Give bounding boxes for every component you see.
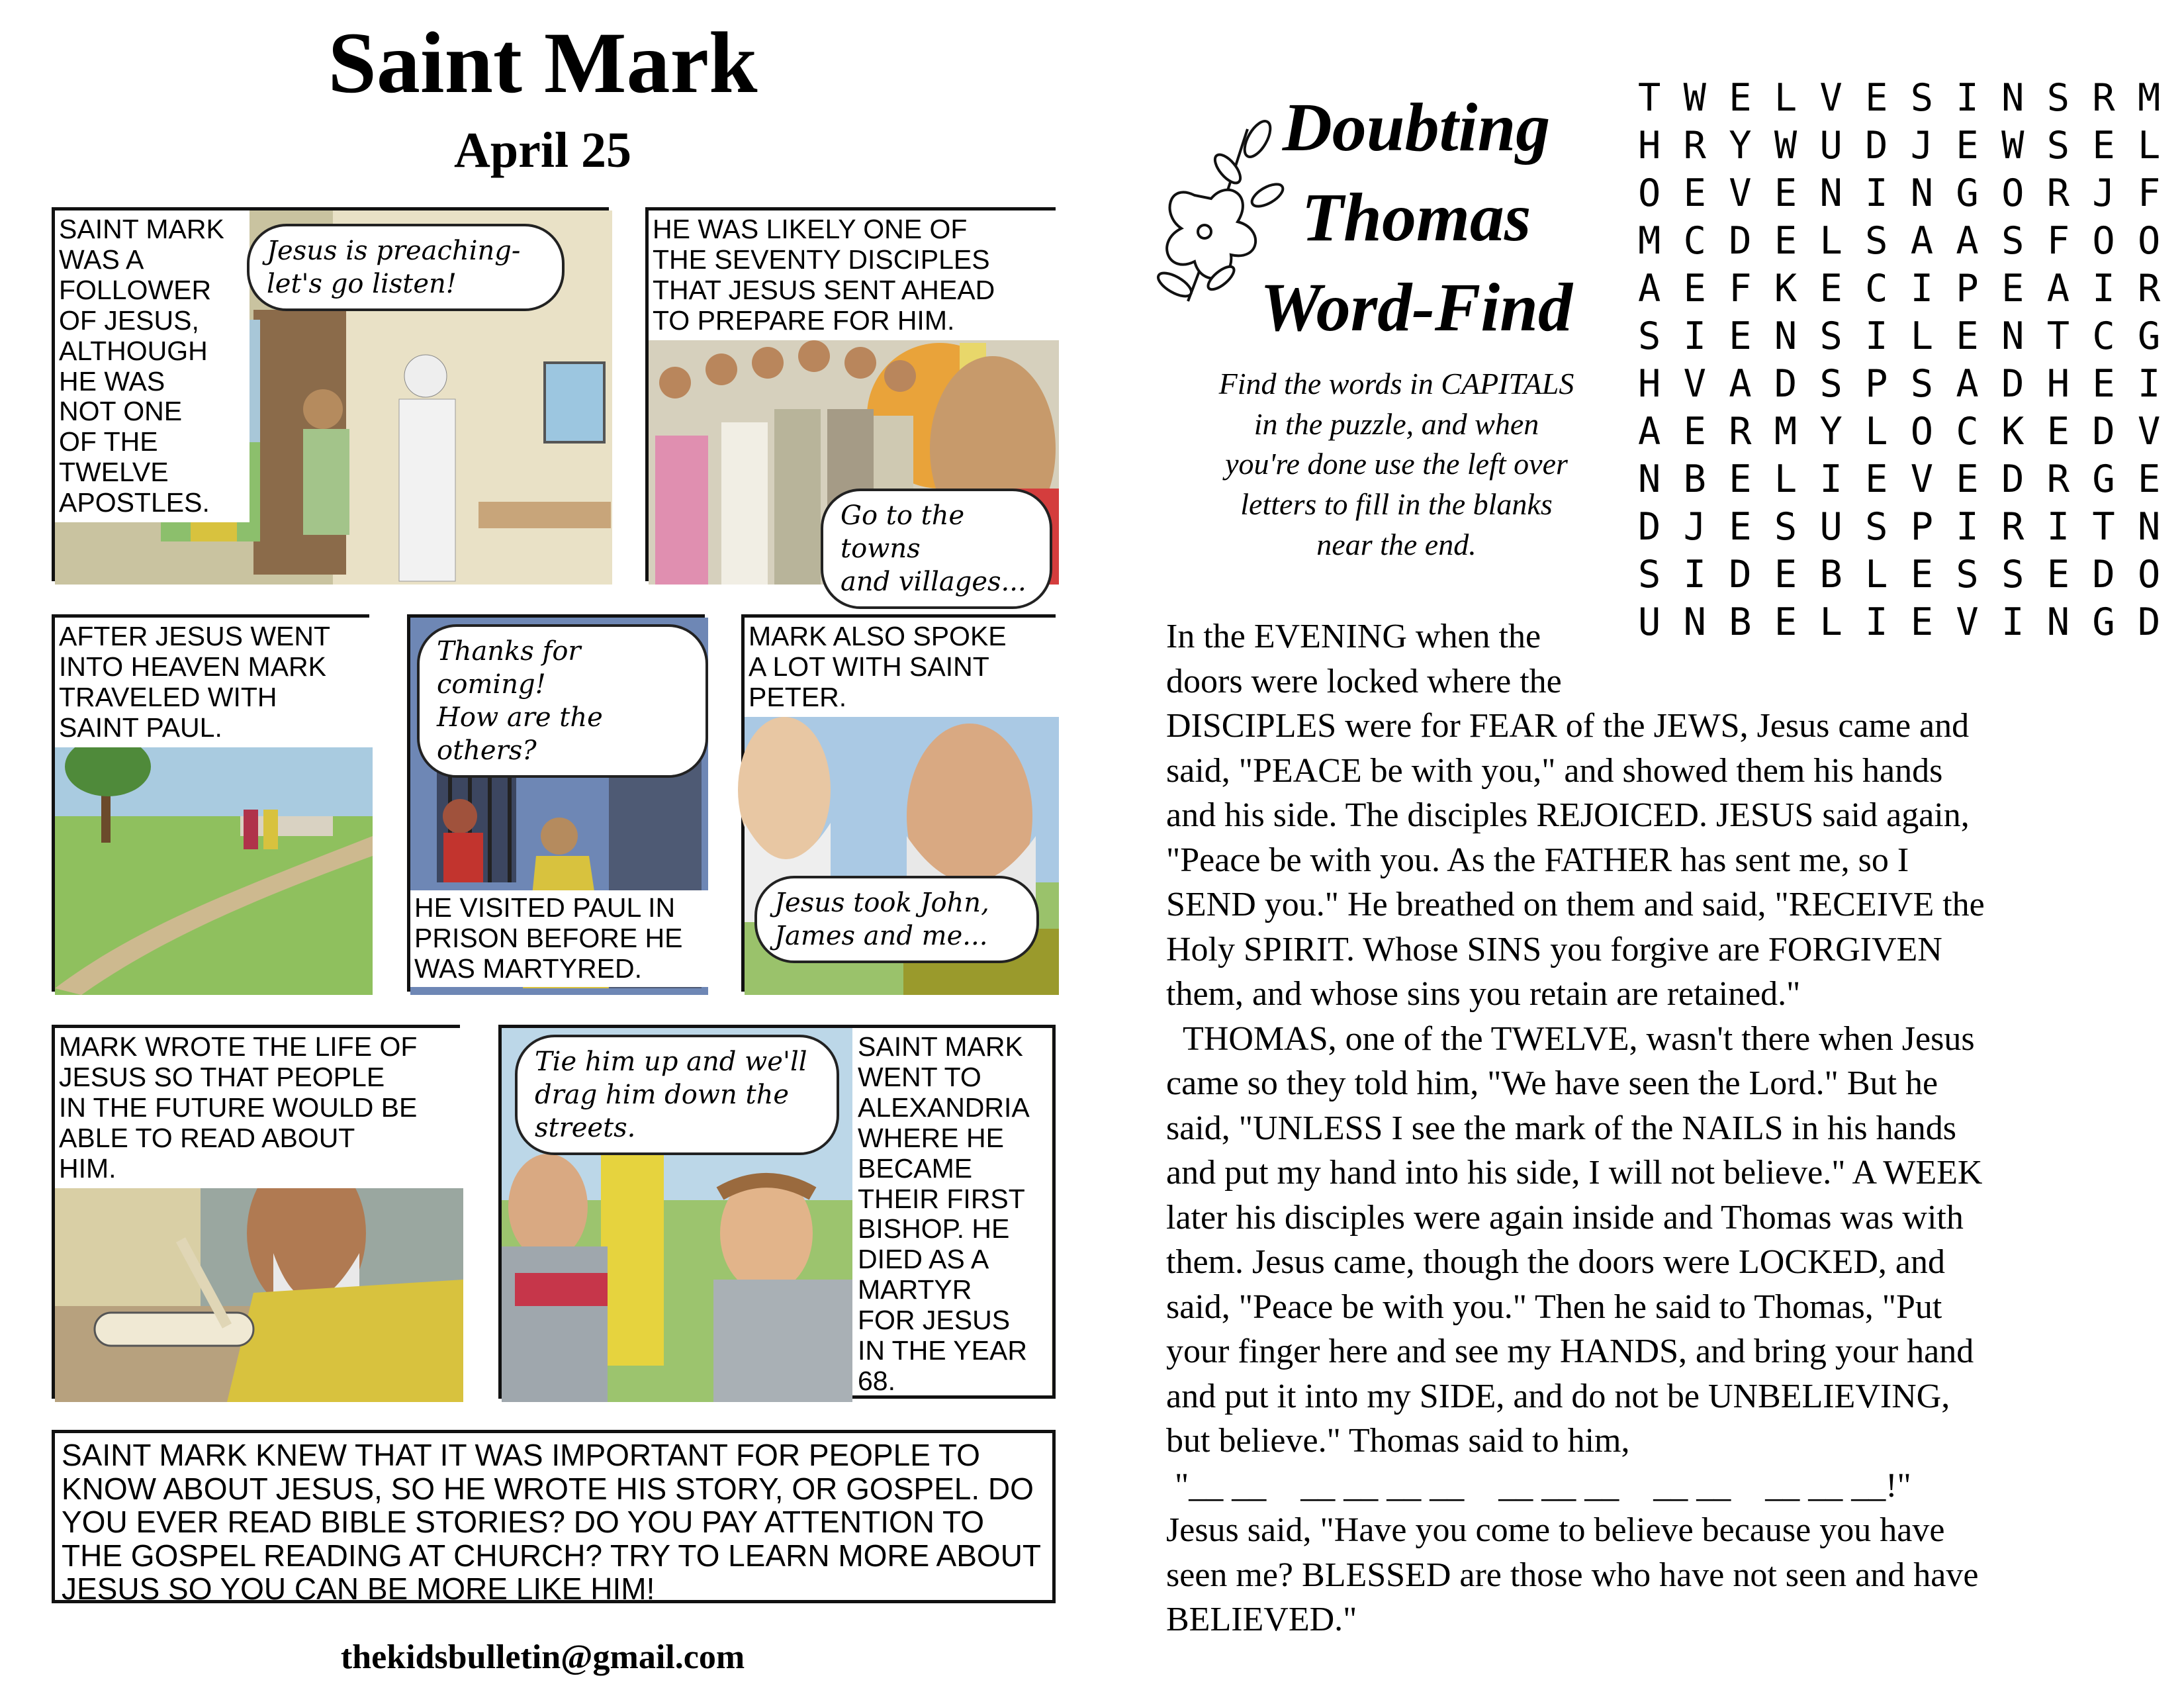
grid-row: T W E L V E S I N S R M — [1638, 76, 2161, 120]
story-line: and his side. The disciples REJOICED. JESUS said again, — [1166, 796, 1970, 834]
story-line: but believe." Thomas said to him, — [1166, 1422, 1630, 1460]
story-line: said, "PEACE be with you," and showed them his hands — [1166, 751, 1943, 790]
word-search-grid — [1638, 74, 2160, 646]
panel-5-speech-bubble: Jesus took John, James and me... — [754, 876, 1039, 963]
story-line: BELIEVED." — [1166, 1601, 1357, 1638]
story-line: them. Jesus came, though the doors were LOCKED, and — [1166, 1243, 1945, 1281]
story-line: them, and whose sins you retain are retained." — [1166, 975, 1801, 1013]
panel-6-caption: MARK WROTE THE LIFE OF JESUS SO THAT PEOPLE IN THE FUTURE WOULD BE ABLE TO READ ABOUT HIM. — [55, 1028, 463, 1188]
panel-2-caption: HE WAS LIKELY ONE OF THE SEVENTY DISCIPLES THAT JESUS SENT AHEAD TO PREPARE FOR HIM. — [649, 211, 1067, 340]
story-line: came so they told him, "We have seen the Lord." But he — [1166, 1064, 1938, 1102]
story-line: later his disciples were again inside and Thomas was with — [1166, 1198, 1964, 1237]
story-line: Jesus said, "Have you come to believe because you have — [1166, 1511, 1945, 1549]
grid-row: D J E S U S P I R I T N — [1638, 505, 2161, 549]
panel-4-speech-bubble: Thanks for coming! How are the others? — [417, 624, 708, 778]
comic-panel-3 — [52, 614, 369, 992]
comic-panel-6 — [52, 1025, 460, 1399]
story-line: "Peace be with you. As the FATHER has sent me, so I — [1166, 841, 1909, 879]
story-line: said, "UNLESS I see the mark of the NAILS in his hands — [1166, 1109, 1956, 1147]
comic-panel-4 — [407, 614, 705, 992]
fill-in-blanks[interactable]: "__ __ __ __ __ __ __ __ __ __ __ __ __ __!" — [1166, 1466, 1911, 1505]
story-line: your finger here and see my HANDS, and bring your hand — [1166, 1333, 1974, 1370]
panel-7-caption: SAINT MARK WENT TO ALEXANDRIA WHERE HE BECAME THEIR FIRST BISHOP. HE DIED AS A MARTYR FOR JESUS IN THE YEAR 68. — [852, 1028, 1051, 1395]
panel-1-speech-bubble: Jesus is preaching- let's go listen! — [247, 224, 565, 311]
grid-row: A E R M Y L O C K E D V — [1638, 410, 2161, 453]
grid-row: O E V E N I N G O R J F — [1638, 171, 2161, 215]
summary-box — [52, 1430, 1056, 1607]
summary-text: SAINT MARK KNEW THAT IT WAS IMPORTANT FOR PEOPLE TO KNOW ABOUT JESUS, SO HE WROTE HIS STORY, OR GOSPEL. DO YOU EVER READ BIBLE STORIES? DO YOU PAY ATTENTION TO THE GOSPEL READING AT CHURCH? TRY TO LEARN MORE ABOUT JESUS SO YOU CAN BE MORE LIKE HIM! — [62, 1438, 1041, 1607]
story-line: doors were locked where the — [1166, 662, 1562, 700]
word-find-title: Doubting Thomas Word-Find — [1260, 89, 1572, 346]
story-line: DISCIPLES were for FEAR of the JEWS, Jesus came and — [1166, 707, 1970, 745]
contact-email: thekidsbulletin@gmail.com — [340, 1638, 745, 1676]
panel-5-caption: MARK ALSO SPOKE A LOT WITH SAINT PETER. — [745, 618, 1059, 717]
story-line: seen me? BLESSED are those who have not seen and have — [1166, 1556, 1979, 1594]
panel-3-caption: AFTER JESUS WENT INTO HEAVEN MARK TRAVELED WITH SAINT PAUL. — [55, 618, 373, 747]
comic-panel-1 — [52, 207, 609, 581]
story-line: SEND you." He breathed on them and said, "RECEIVE the — [1166, 886, 1985, 923]
grid-row: S I D E B L E S S E D O — [1638, 553, 2161, 596]
comic-panel-7 — [498, 1025, 1056, 1399]
panel-4-caption: HE VISITED PAUL IN PRISON BEFORE HE WAS MARTYRED. — [410, 890, 708, 987]
grid-row: A E F K E C I P E A I R — [1638, 267, 2161, 310]
grid-row: H V A D S P S A D H E I — [1638, 362, 2161, 406]
panel-1-caption: SAINT MARK WAS A FOLLOWER OF JESUS, ALTHOUGH HE WAS NOT ONE OF THE TWELVE APOSTLES. — [55, 211, 250, 522]
panel-2-speech-bubble: Go to the towns and villages... — [821, 489, 1052, 609]
feast-date: April 25 — [453, 122, 632, 178]
story-line: and put my hand into his side, I will not believe." A WEEK — [1166, 1154, 1983, 1192]
story-line: Holy SPIRIT. Whose SINS you forgive are FORGIVEN — [1166, 930, 1942, 968]
comic-panel-2 — [645, 207, 1056, 597]
word-find-instructions: Find the words in CAPITALS in the puzzle, and when you're done use the left over letters to fill in the blanks near the end. — [1218, 367, 1574, 561]
story-line: and put it into my SIDE, and do not be UNBELIEVING, — [1166, 1377, 1950, 1415]
grid-row: H R Y W U D J E W S E L — [1638, 124, 2161, 167]
story-line: In the EVENING when the — [1166, 618, 1541, 655]
grid-row: M C D E L S A A S F O O — [1638, 219, 2161, 263]
scripture-passage — [1166, 614, 2146, 1642]
story-line: said, "Peace be with you." Then he said to Thomas, "Put — [1166, 1288, 1942, 1326]
grid-row: N B E L I E V E D R G E — [1638, 457, 2161, 501]
grid-row: S I E N S I L E N T C G — [1638, 314, 2161, 358]
grid-row: U N B E L I E V I N G D — [1638, 600, 2161, 644]
panel-7-speech-bubble: Tie him up and we'll drag him down the streets. — [515, 1035, 839, 1155]
story-line: THOMAS, one of the TWELVE, wasn't there when Jesus — [1166, 1019, 1975, 1058]
page-title: Saint Mark — [328, 14, 758, 111]
comic-panel-5 — [741, 614, 1056, 992]
